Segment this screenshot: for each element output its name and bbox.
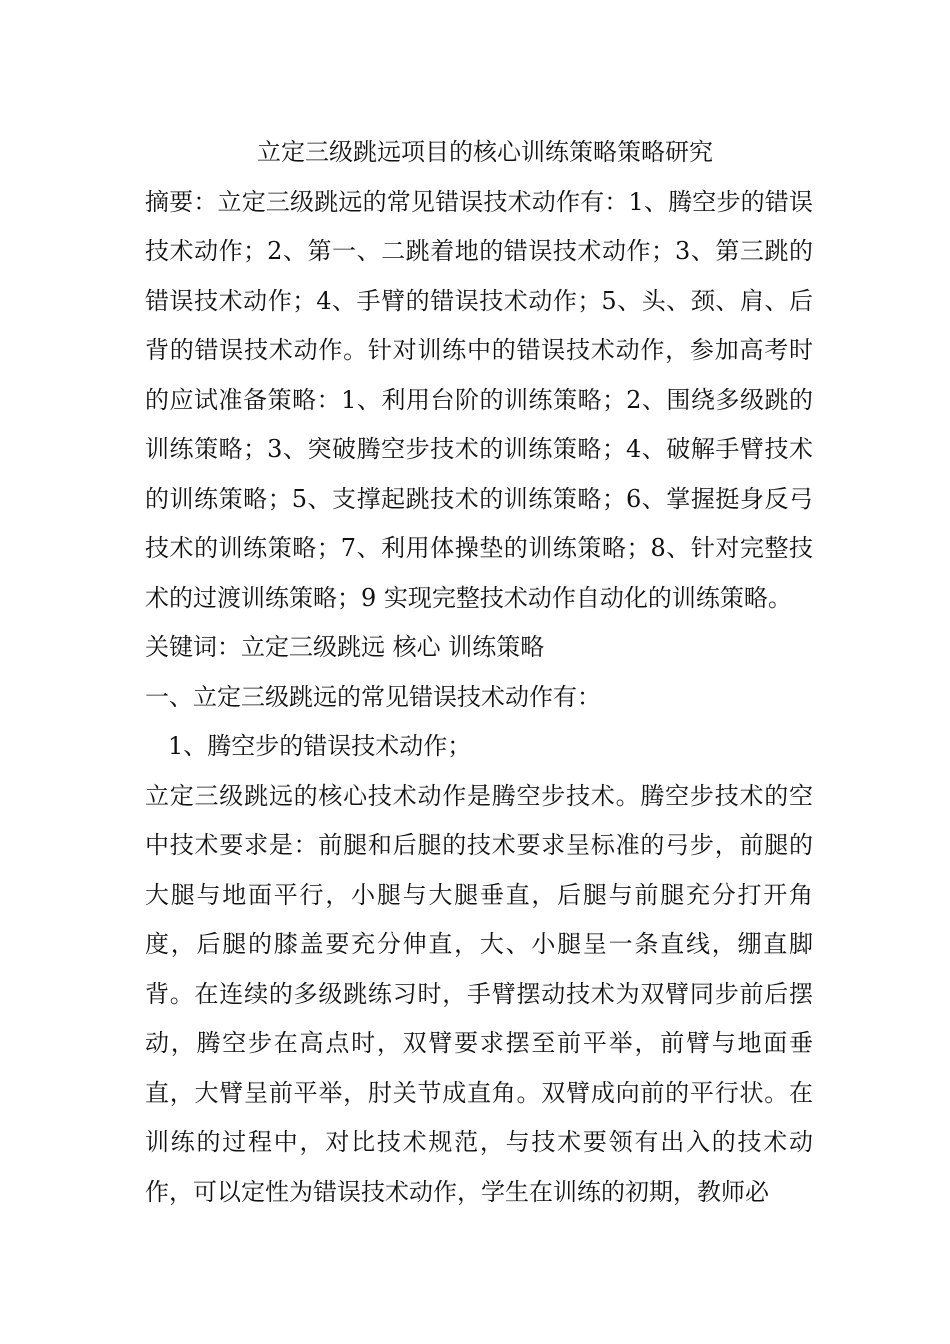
- subsection-heading: 1、腾空步的错误技术动作；: [168, 732, 472, 760]
- document-title: 立定三级跳远项目的核心训练策略策略研究: [257, 138, 713, 166]
- body-paragraph: 立定三级跳远的核心技术动作是腾空步技术。腾空步技术的空中技术要求是：前腿和后腿的技术要求呈标准的弓步，前腿的大腿与地面平行，小腿与大腿垂直，后腿与前腿充分打开角度，后腿的膝盖要充分伸直，大、小腿呈一条直线，绷直脚背。在连续的多级跳练习时，手臂摆动技术为双臂同步前后摆动，腾空步在高点时，双臂要求摆至前平举，前臂与地面垂直，大臂呈前平举，肘关节成直角。双臂成向前的平行状。在训练的过程中，对比技术规范，与技术要领有出入的技术动作，可以定性为错误技术动作，学生在训练的初期，教师必: [145, 781, 813, 1206]
- abstract-paragraph: 摘要：立定三级跳远的常见错误技术动作有：1、腾空步的错误技术动作；2、第一、二跳着地的错误技术动作；3、第三跳的错误技术动作；4、手臂的错误技术动作；5、头、颈、肩、后背的错误技术动作。针对训练中的错误技术动作，参加高考时的应试准备策略：1、利用台阶的训练策略；2、围绕多级跳的训练策略；3、突破腾空步技术的训练策略；4、破解手臂技术的训练策略；5、支撑起跳技术的训练策略；6、掌握挺身反弓技术的训练策略；7、利用体操垫的训练策略；8、针对完整技术的过渡训练策略；9 实现完整技术动作自动化的训练策略。: [145, 187, 813, 612]
- section-heading: 一、立定三级跳远的常见错误技术动作有：: [145, 682, 601, 711]
- document-body: [145, 128, 813, 1217]
- keywords-line: 关键词：立定三级跳远 核心 训练策略: [145, 633, 545, 661]
